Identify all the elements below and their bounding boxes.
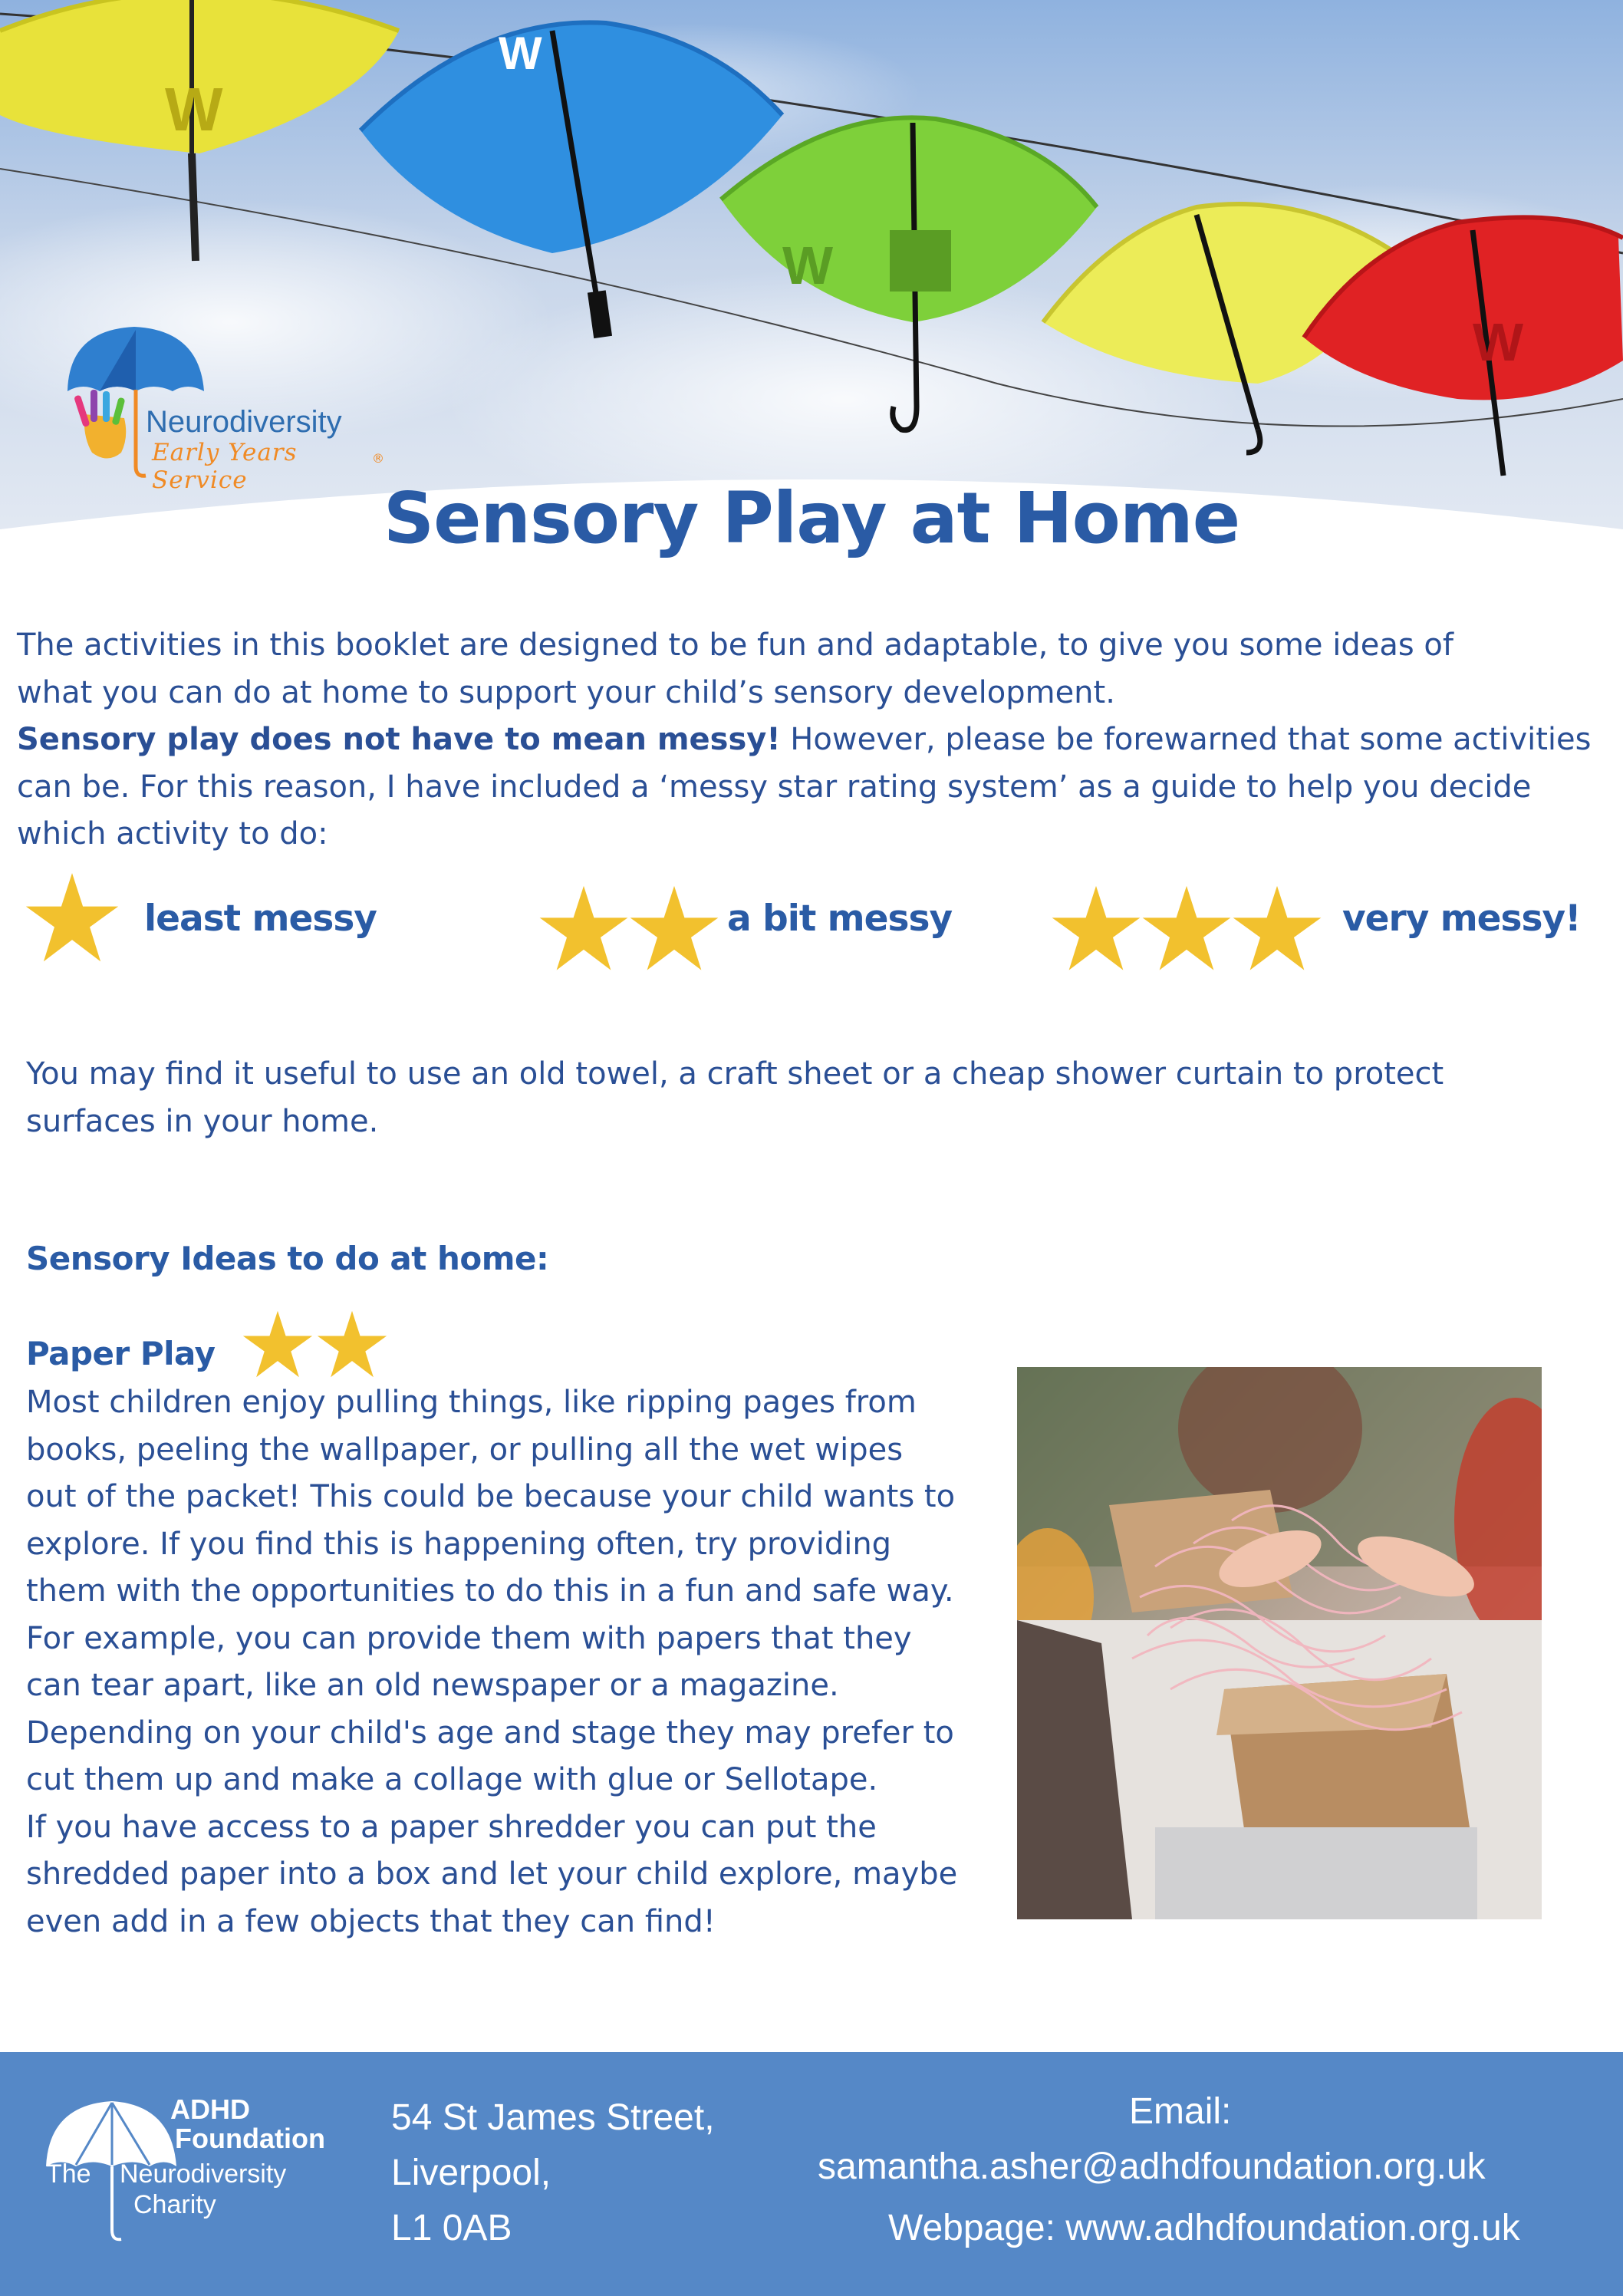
activity-title: Paper Play: [26, 1335, 216, 1372]
intro-line: [17, 716, 1612, 764]
legend-label: very messy!: [1342, 897, 1581, 940]
legend-least-messy: [23, 869, 377, 967]
activity-line: Most children enjoy pulling things, like ripping pages from: [26, 1385, 917, 1420]
activity-description: [26, 1379, 1023, 1945]
shredded-paper-photo: [1017, 1367, 1542, 1919]
legend-very-messy: [1049, 882, 1581, 976]
svg-text:W: W: [165, 75, 223, 143]
activity-line: Depending on your child's age and stage they may prefer to: [26, 1715, 954, 1751]
protect-paragraph: [26, 1051, 1606, 1145]
svg-text:W: W: [782, 236, 834, 295]
activity-rating: [241, 1308, 389, 1385]
activity-line: explore. If you find this is happening often, try providing: [26, 1526, 892, 1562]
logo-neurodiversity-text: Neurodiversity: [146, 405, 342, 439]
section-heading: Sensory Ideas to do at home:: [26, 1240, 549, 1277]
activity-line: For example, you can provide them with papers that they: [26, 1620, 912, 1656]
star-icon: [315, 1308, 389, 1382]
activity-line: cut them up and make a collage with glue or Sellotape.: [26, 1762, 878, 1797]
star-icon: [23, 869, 121, 967]
star-icon: [241, 1308, 314, 1382]
activity-line: If you have access to a paper shredder you can put the: [26, 1809, 877, 1845]
activity-line: books, peeling the wallpaper, or pulling all the wet wipes: [26, 1431, 904, 1468]
intro-line: The activities in this booklet are designed to be fun and adaptable, to give you some ideas of: [17, 628, 1453, 663]
footer-logo-neurodiversity: Neurodiversity: [120, 2159, 287, 2189]
activity-line: shredded paper into a box and let your child explore, maybe: [26, 1856, 958, 1892]
intro-paragraph: [17, 622, 1612, 858]
star-icon: [1230, 882, 1324, 976]
intro-line-rest: However, please be forewarned that some activities: [780, 722, 1592, 757]
protect-line: You may find it useful to use an old towel, a craft sheet or a cheap shower curtain to protect: [26, 1056, 1444, 1092]
neurodiversity-logo: [61, 322, 399, 494]
activity-line: can tear apart, like an old newspaper or a magazine.: [26, 1668, 839, 1703]
intro-line: what you can do at home to support your child’s sensory development.: [17, 674, 1115, 710]
legend-label: least messy: [144, 897, 377, 940]
star-icon: [537, 882, 630, 976]
handprint-icon: [74, 390, 126, 459]
footer-email-label: Email:: [1129, 2091, 1232, 2132]
logo-registered-mark: ®: [372, 451, 384, 466]
footer-address: [391, 2090, 715, 2256]
footer-logo-charity: Charity: [133, 2190, 216, 2219]
address-line: 54 St James Street,: [391, 2097, 715, 2138]
activity-line: them with the opportunities to do this in a fun and safe way.: [26, 1573, 954, 1609]
activity-line: even add in a few objects that they can find!: [26, 1903, 716, 1939]
page-title: Sensory Play at Home: [383, 477, 1240, 559]
intro-line: which activity to do:: [17, 816, 328, 852]
footer-logo-foundation: Foundation: [175, 2123, 325, 2154]
logo-early-years-text: Early Years Service: [152, 439, 298, 494]
protect-line: surfaces in your home.: [26, 1103, 379, 1139]
star-icon: [627, 882, 721, 976]
footer-logo-the: The: [46, 2159, 91, 2189]
hero-banner: [0, 0, 1623, 583]
adhd-foundation-logo: [41, 2093, 348, 2247]
footer-logo-adhd: ADHD: [170, 2093, 250, 2125]
svg-text:W: W: [499, 28, 542, 79]
address-line: L1 0AB: [391, 2208, 512, 2248]
footer-webpage[interactable]: Webpage: www.adhdfoundation.org.uk: [888, 2208, 1520, 2248]
intro-line: can be. For this reason, I have included a ‘messy star rating system’ as a guide to help you decide: [17, 769, 1532, 805]
address-line: Liverpool,: [391, 2153, 551, 2193]
activity-line: out of the packet! This could be because your child wants to: [26, 1479, 956, 1514]
legend-a-bit-messy: [537, 882, 952, 976]
svg-text:W: W: [1473, 312, 1524, 372]
star-icon: [1140, 882, 1233, 976]
footer-email[interactable]: samantha.asher@adhdfoundation.org.uk: [818, 2146, 1486, 2187]
star-icon: [1049, 882, 1143, 976]
footer: [0, 2052, 1623, 2296]
legend-label: a bit messy: [727, 897, 953, 940]
intro-bold-text: Sensory play does not have to mean messy!: [17, 722, 781, 757]
